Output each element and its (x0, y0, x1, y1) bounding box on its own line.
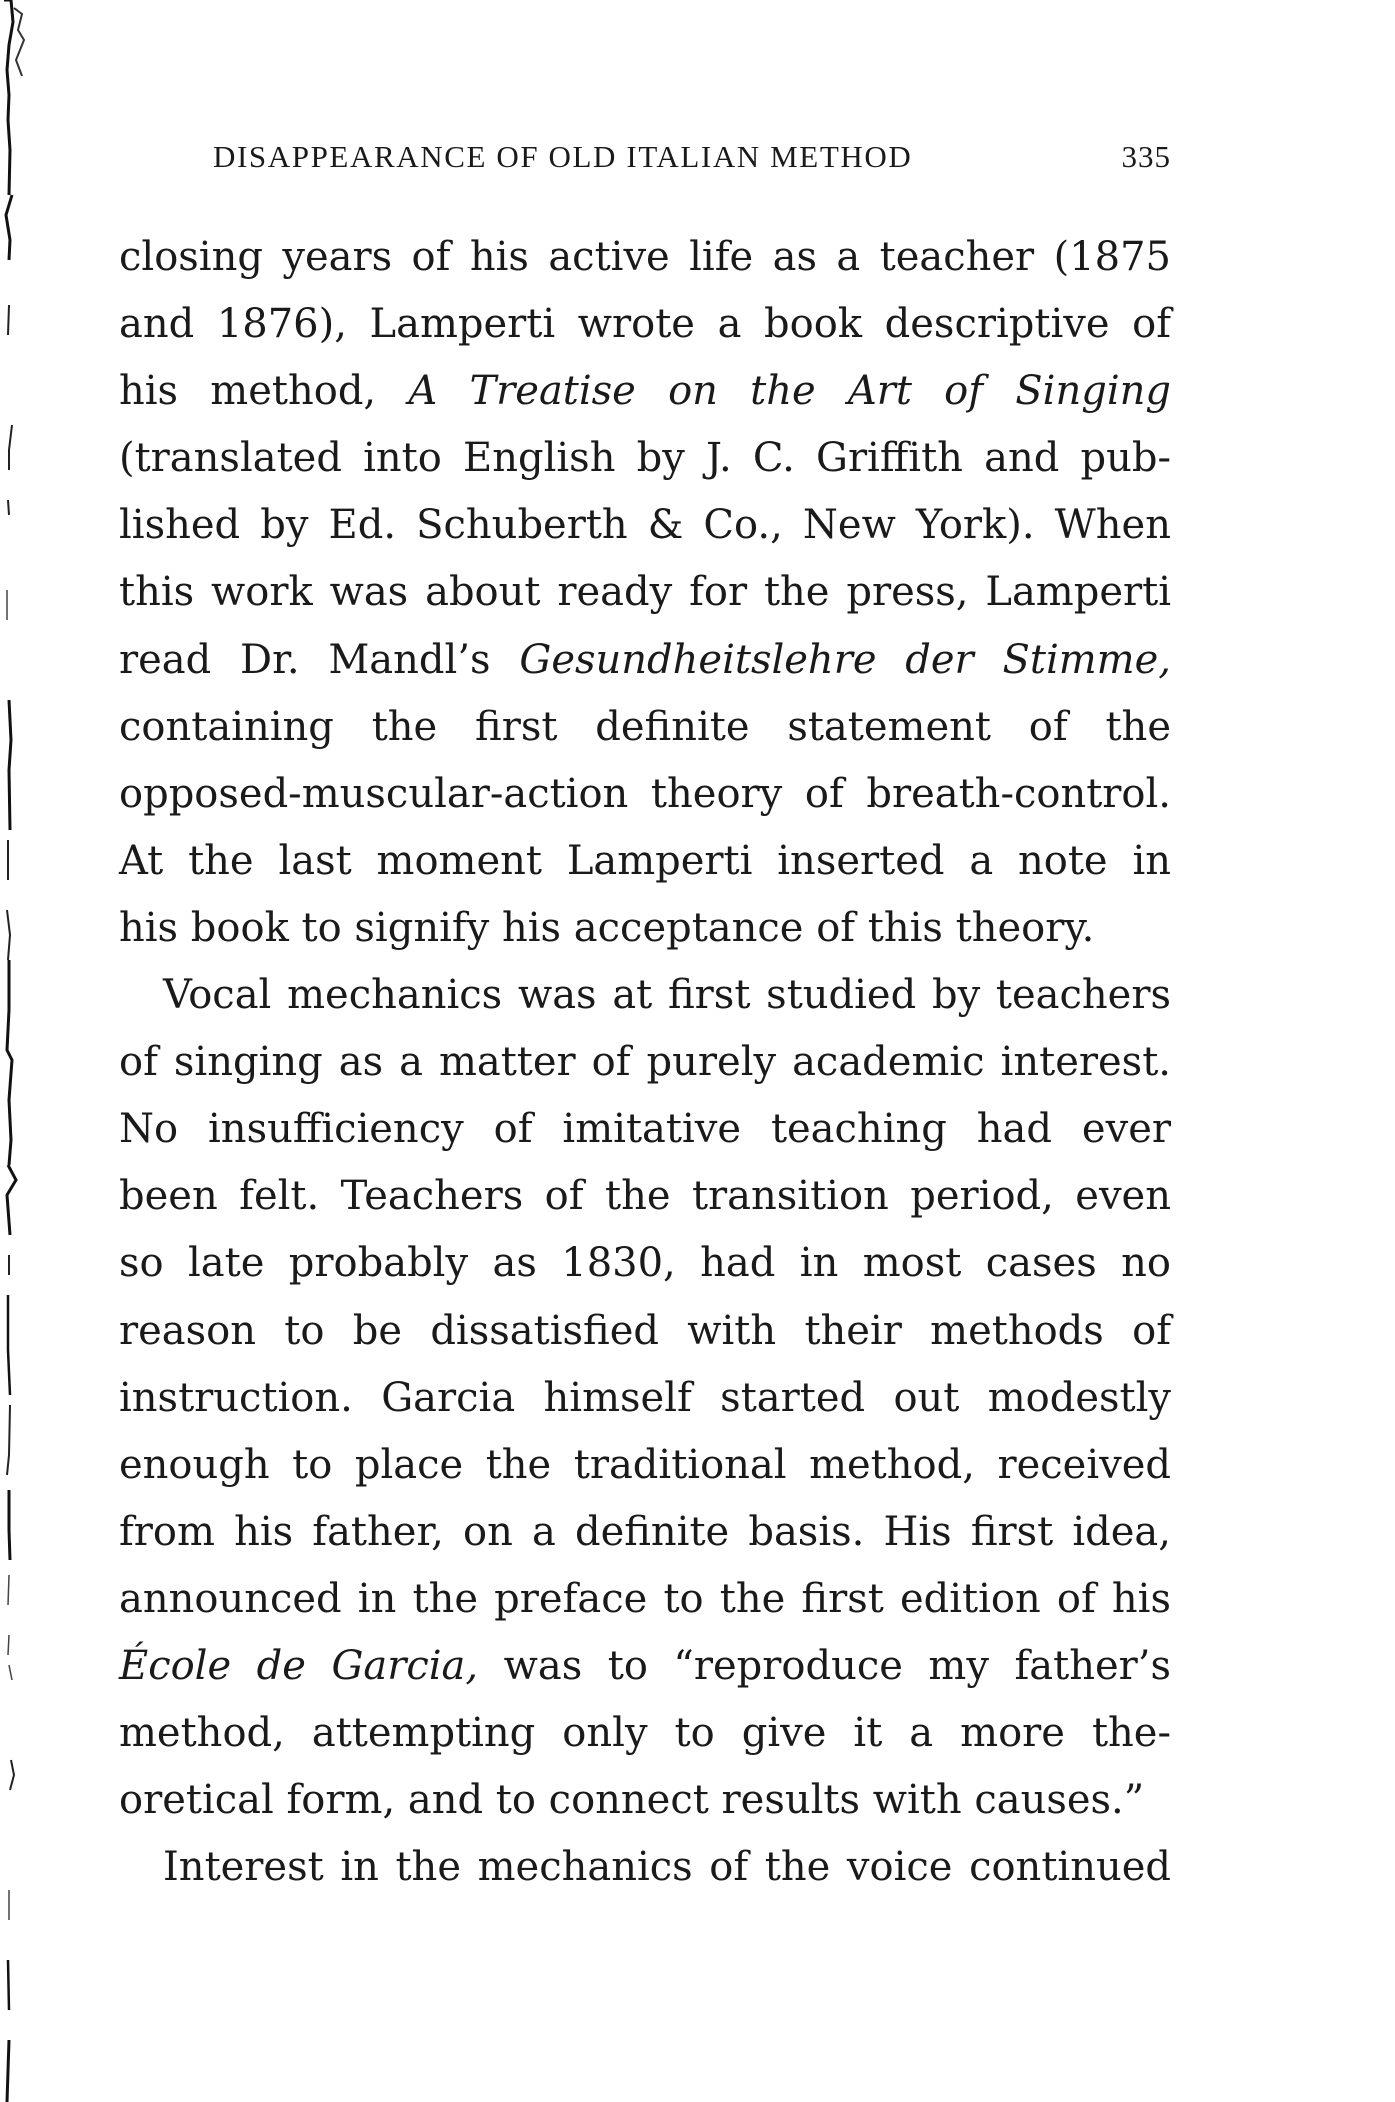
text-line: lished by Ed. Schuberth & Co., New York). When (119, 502, 1171, 549)
text-line: closing years of his active life as a teacher (1875 (119, 234, 1171, 280)
text-line: and 1876), Lamperti wrote a book descriptive of (119, 301, 1171, 348)
text-line: from his father, on a definite basis. His first idea, (119, 1508, 1171, 1555)
paragraph-start-line: Interest in the mechanics of the voice continued (163, 1844, 1171, 1891)
page-number: 335 (1121, 139, 1171, 174)
text-line: At the last moment Lamperti inserted a note in (119, 837, 1171, 884)
book-title-ecole: École de Garcia, (119, 1642, 479, 1689)
text-line: reason to be dissatisfied with their methods of (119, 1307, 1171, 1354)
text-line: this work was about ready for the press, Lamperti (119, 569, 1171, 616)
binding-margin-marks (0, 0, 60, 2102)
text-line: been felt. Teachers of the transition period, even (119, 1173, 1171, 1220)
text-line: his method, A Treatise on the Art of Singing (119, 368, 1171, 415)
text-line: containing the first definite statement of the (119, 703, 1171, 750)
text-line: (translated into English by J. C. Griffith and pub- (119, 435, 1171, 482)
text-line: École de Garcia, was to “reproduce my father’s (119, 1642, 1171, 1689)
text-line: his book to signify his acceptance of this theory. (119, 904, 1095, 951)
text-line: instruction. Garcia himself started out modestly (119, 1374, 1171, 1421)
text-line: announced in the preface to the first edition of his (119, 1575, 1171, 1622)
running-title: DISAPPEARANCE OF OLD ITALIAN METHOD (213, 139, 913, 174)
paragraph-start-line: Vocal mechanics was at first studied by teachers (163, 972, 1171, 1019)
text-line: opposed-muscular-action theory of breath-control. (119, 770, 1171, 817)
text-line: enough to place the traditional method, received (119, 1441, 1171, 1488)
text-line: oretical form, and to connect results with causes.” (119, 1777, 1145, 1824)
text-line: of singing as a matter of purely academic interest. (119, 1039, 1171, 1086)
running-head (213, 132, 1171, 182)
text-line: method, attempting only to give it a more the- (119, 1710, 1171, 1757)
book-title-gesundheitslehre: Gesundheitslehre der Stimme, (519, 636, 1171, 683)
text-line: read Dr. Mandl’s Gesundheitslehre der Stimme, (119, 636, 1171, 683)
text-line: No insufficiency of imitative teaching had ever (119, 1106, 1171, 1153)
text-line: so late probably as 1830, had in most cases no (119, 1240, 1171, 1287)
book-title-treatise: A Treatise on the Art of Singing (408, 368, 1171, 415)
body-text (119, 224, 1171, 1901)
